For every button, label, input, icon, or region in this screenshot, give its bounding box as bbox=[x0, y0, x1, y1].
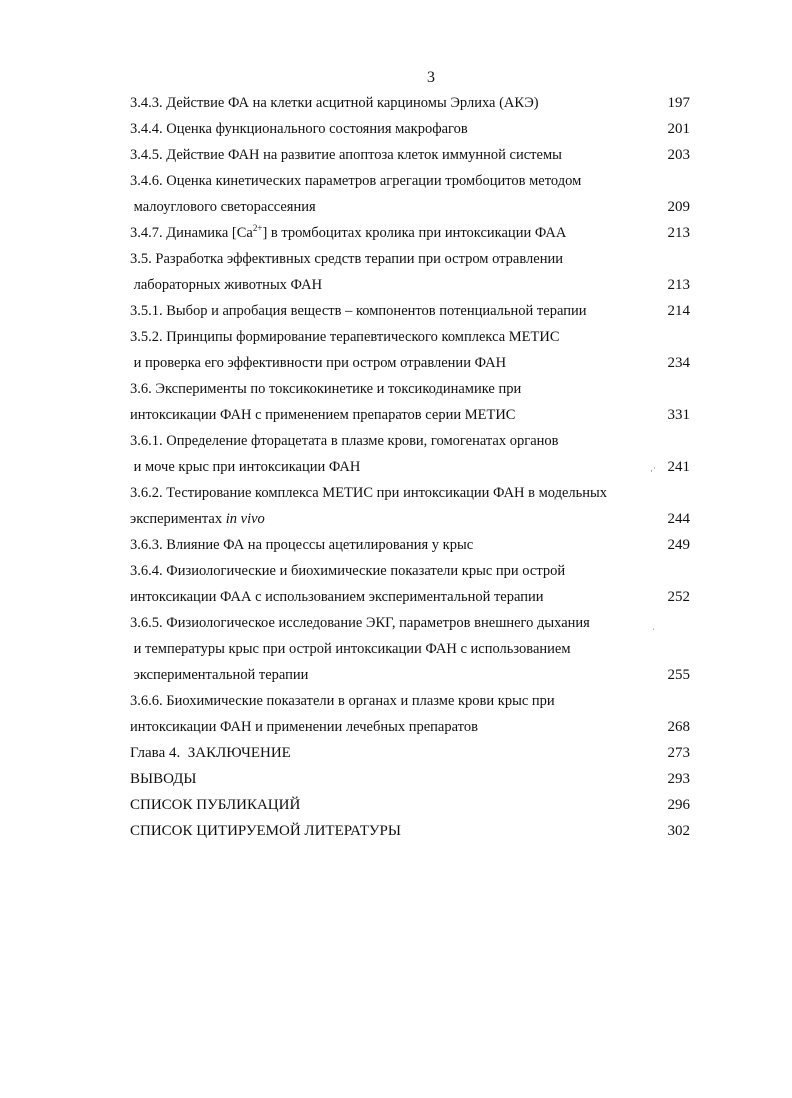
toc-entry-page: 234 bbox=[667, 355, 690, 371]
toc-entry bbox=[130, 430, 690, 452]
toc-entry bbox=[130, 794, 690, 816]
toc-entry bbox=[130, 248, 690, 270]
toc-entry bbox=[130, 508, 690, 530]
toc-entry-page: 197 bbox=[667, 95, 690, 111]
toc-entry-title: малоуглового светорассеяния bbox=[130, 199, 316, 215]
toc-entry bbox=[130, 820, 690, 842]
toc-entry bbox=[130, 118, 690, 140]
italic-term: in vivo bbox=[225, 511, 265, 527]
toc-entry-title: Глава 4. ЗАКЛЮЧЕНИЕ bbox=[130, 745, 291, 761]
toc-entry-page: 302 bbox=[667, 823, 690, 839]
toc-entry bbox=[130, 768, 690, 790]
toc-entry-title: и проверка его эффективности при остром отравлении ФАН bbox=[130, 355, 507, 371]
toc-entry bbox=[130, 586, 690, 608]
toc-entry bbox=[130, 300, 690, 322]
superscript: 2+ bbox=[252, 223, 263, 233]
toc-entry-title: 3.6.5. Физиологическое исследование ЭКГ, параметров внешнего дыхания bbox=[130, 615, 590, 631]
toc-entry bbox=[130, 742, 690, 764]
page-number: 3 bbox=[427, 69, 435, 86]
toc-entry-title: 3.6.2. Тестирование комплекса МЕТИС при интоксикации ФАН в модельных bbox=[130, 485, 608, 501]
toc-entry bbox=[130, 482, 690, 504]
toc-entry-page: 213 bbox=[667, 277, 690, 293]
toc-entry-title bbox=[130, 222, 566, 244]
scan-speck: ·˙ bbox=[650, 466, 656, 476]
toc-entry-title-start: 3.4.7. Динамика [Ca bbox=[130, 225, 253, 241]
toc-entry bbox=[130, 92, 690, 114]
toc-entry-title: интоксикации ФАН и применении лечебных препаратов bbox=[130, 719, 478, 735]
toc-entry-title: лабораторных животных ФАН bbox=[130, 277, 323, 293]
toc-entry-page: 268 bbox=[667, 719, 690, 735]
toc-entry-title: 3.4.4. Оценка функционального состояния макрофагов bbox=[130, 121, 468, 137]
toc-entry bbox=[130, 638, 690, 660]
toc-entry bbox=[130, 378, 690, 400]
toc-entry-page: 331 bbox=[667, 407, 690, 423]
toc-entry bbox=[130, 534, 690, 556]
toc-entry-title: 3.6.1. Определение фторацетата в плазме крови, гомогенатах органов bbox=[130, 433, 559, 449]
toc-entry-title: СПИСОК ЦИТИРУЕМОЙ ЛИТЕРАТУРЫ bbox=[130, 823, 401, 839]
toc-entry-title-start: экспериментах bbox=[130, 511, 226, 527]
toc-entry-page: 201 bbox=[667, 121, 690, 137]
toc-entry bbox=[130, 144, 690, 166]
toc-entry bbox=[130, 404, 690, 426]
toc-entry-page: 203 bbox=[667, 147, 690, 163]
toc-entry-title: 3.4.5. Действие ФАН на развитие апоптоза клеток иммунной системы bbox=[130, 147, 562, 163]
toc-entry-page: 213 bbox=[667, 225, 690, 241]
toc-entry bbox=[130, 326, 690, 348]
toc-entry bbox=[130, 274, 690, 296]
toc-entry-title: 3.6.6. Биохимические показатели в органах и плазме крови крыс при bbox=[130, 693, 555, 709]
toc-entry-page: 255 bbox=[667, 667, 690, 683]
toc-entry-title: 3.4.6. Оценка кинетических параметров агрегации тромбоцитов методом bbox=[130, 173, 582, 189]
toc-entry-title: 3.5.1. Выбор и апробация веществ – компонентов потенциальной терапии bbox=[130, 303, 587, 319]
toc-entry-title: 3.6. Эксперименты по токсикокинетике и токсикодинамике при bbox=[130, 381, 522, 397]
toc-entry-page: 249 bbox=[667, 537, 690, 553]
toc-entry-title bbox=[130, 508, 265, 530]
toc-entry bbox=[130, 222, 690, 244]
toc-entry-title: 3.6.4. Физиологические и биохимические показатели крыс при острой bbox=[130, 563, 566, 579]
toc-entry-title: СПИСОК ПУБЛИКАЦИЙ bbox=[130, 797, 301, 813]
toc-entry-title: интоксикации ФАА с использованием экспериментальной терапии bbox=[130, 589, 544, 605]
toc-entry-page: 244 bbox=[667, 511, 690, 527]
toc-entry-page: 293 bbox=[667, 771, 690, 787]
toc-entry-title: интоксикации ФАН с применением препаратов серии МЕТИС bbox=[130, 407, 516, 423]
toc-entry-title: ВЫВОДЫ bbox=[130, 771, 197, 787]
toc-entry-title: 3.6.3. Влияние ФА на процессы ацетилирования у крыс bbox=[130, 537, 474, 553]
toc-entry bbox=[130, 690, 690, 712]
toc-entry bbox=[130, 456, 690, 478]
toc-entry bbox=[130, 716, 690, 738]
toc-entry-title-end: ] в тромбоцитах кролика при интоксикации ФАА bbox=[262, 225, 567, 241]
toc-entry-page: 241 bbox=[667, 459, 690, 475]
scan-speck: ˌ bbox=[652, 620, 655, 630]
toc-entry-title: и моче крыс при интоксикации ФАН bbox=[130, 459, 361, 475]
toc-entry bbox=[130, 196, 690, 218]
toc-entry bbox=[130, 170, 690, 192]
toc-entry-title: 3.5.2. Принципы формирование терапевтического комплекса МЕТИС bbox=[130, 329, 560, 345]
toc-entry bbox=[130, 560, 690, 582]
toc-entry-page: 273 bbox=[667, 745, 690, 761]
toc-entry-page: 214 bbox=[667, 303, 690, 319]
toc-entry bbox=[130, 352, 690, 374]
toc-entry bbox=[130, 664, 690, 686]
toc-entry-title: 3.5. Разработка эффективных средств терапии при остром отравлении bbox=[130, 251, 563, 267]
toc-entry-title: и температуры крыс при острой интоксикации ФАН с использованием bbox=[130, 641, 571, 657]
toc-entry-page: 252 bbox=[667, 589, 690, 605]
toc-entry-page: 296 bbox=[667, 797, 690, 813]
toc-entry-page: 209 bbox=[667, 199, 690, 215]
toc-entry-title: 3.4.3. Действие ФА на клетки асцитной карциномы Эрлиха (АКЭ) bbox=[130, 95, 539, 111]
toc-entry bbox=[130, 612, 690, 634]
toc-entry-title: экспериментальной терапии bbox=[130, 667, 309, 683]
